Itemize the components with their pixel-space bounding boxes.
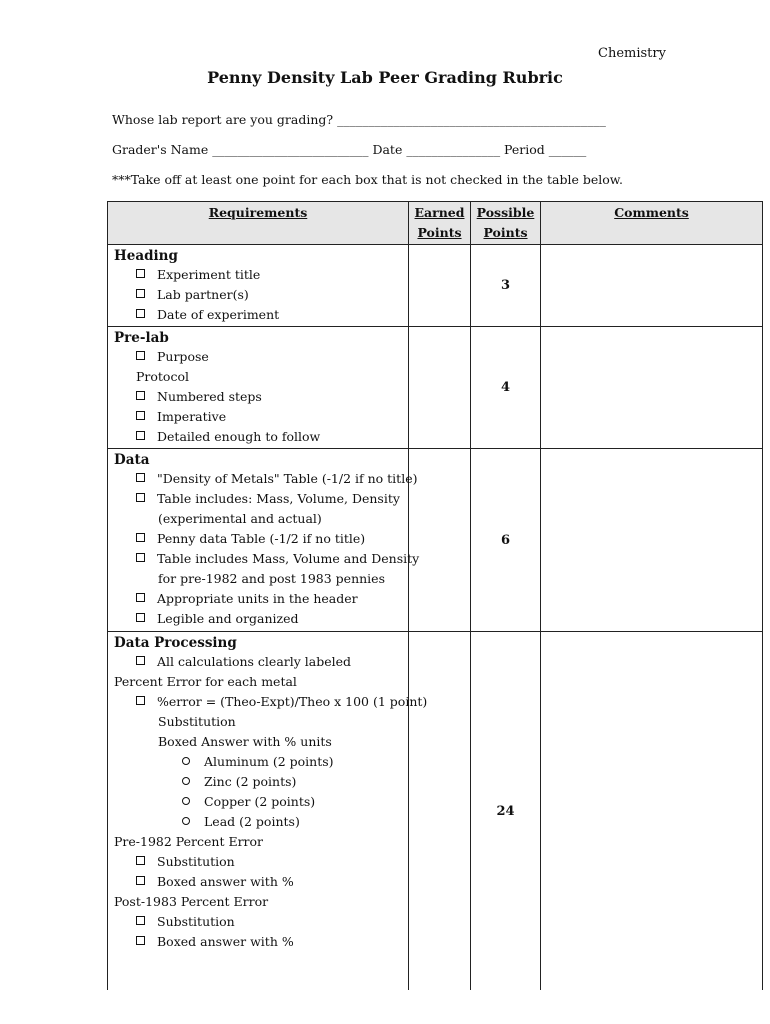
rubric-row: [108, 245, 763, 327]
rubric-row: [108, 632, 763, 991]
requirements-cell: [108, 632, 428, 991]
checkbox-icon[interactable]: [136, 613, 145, 622]
earned-points-cell[interactable]: [409, 245, 471, 327]
checkbox-icon[interactable]: [136, 411, 145, 420]
checkbox-icon[interactable]: [136, 696, 145, 705]
requirement-text: Lab partner(s): [157, 287, 249, 302]
comments-cell[interactable]: [541, 632, 763, 991]
checkbox-icon[interactable]: [136, 936, 145, 945]
requirement-text: Lead (2 points): [204, 814, 300, 829]
section-heading: Heading: [114, 248, 178, 264]
requirement-text: %error = (Theo-Expt)/Theo x 100 (1 point): [157, 694, 428, 709]
requirement-text: Aluminum (2 points): [204, 754, 334, 769]
requirement-item: [114, 932, 402, 952]
requirement-item: [114, 509, 402, 529]
possible-points-cell: 4: [471, 327, 541, 449]
rubric-table: [107, 201, 763, 990]
header-earned-points: Earned Points: [409, 202, 471, 245]
requirement-text: Substitution: [157, 854, 235, 869]
requirements-cell: [108, 327, 409, 449]
requirement-item: [114, 792, 402, 812]
requirements-cell: [108, 449, 420, 632]
possible-points-cell: 6: [471, 449, 541, 632]
requirement-item: [114, 305, 402, 325]
requirement-item: [114, 489, 402, 509]
section-heading: Pre-lab: [114, 330, 169, 346]
rubric-header-row: [108, 202, 763, 245]
circle-bullet-icon: [182, 817, 190, 825]
requirement-text: Substitution: [158, 714, 236, 729]
possible-points-cell: 24: [471, 632, 541, 991]
requirement-text: Table includes: Mass, Volume, Density: [157, 491, 400, 506]
earned-points-cell[interactable]: [409, 327, 471, 449]
whose-report-line: Whose lab report are you grading? ___________________________________________: [112, 112, 606, 127]
requirement-item: [114, 469, 418, 489]
requirement-item: [114, 912, 402, 932]
requirement-item: [114, 872, 402, 892]
requirement-item: [114, 732, 402, 752]
checkbox-icon[interactable]: [136, 493, 145, 502]
requirement-item: [114, 387, 402, 407]
requirement-text: Boxed answer with %: [157, 874, 294, 889]
requirement-text: All calculations clearly labeled: [157, 654, 352, 669]
requirement-text: Zinc (2 points): [204, 774, 297, 789]
header-requirements: Requirements: [108, 202, 409, 245]
checkbox-icon[interactable]: [136, 431, 145, 440]
section-heading: Data: [114, 452, 150, 468]
rubric-row: [108, 449, 763, 632]
checkbox-icon[interactable]: [136, 351, 145, 360]
requirement-text: Experiment title: [157, 267, 261, 282]
requirement-text: Protocol: [136, 369, 189, 384]
requirement-item: [114, 549, 420, 569]
instruction-line: ***Take off at least one point for each box that is not checked in the table below.: [112, 172, 623, 187]
requirement-text: Appropriate units in the header: [157, 591, 358, 606]
requirement-text: Penny data Table (-1/2 if no title): [157, 531, 366, 546]
checkbox-icon[interactable]: [136, 553, 145, 562]
rubric-row: [108, 327, 763, 449]
comments-cell[interactable]: [541, 245, 763, 327]
requirement-text: Purpose: [157, 349, 209, 364]
possible-points-cell: 3: [471, 245, 541, 327]
checkbox-icon[interactable]: [136, 656, 145, 665]
checkbox-icon[interactable]: [136, 533, 145, 542]
checkbox-icon[interactable]: [136, 473, 145, 482]
checkbox-icon[interactable]: [136, 309, 145, 318]
requirement-text: Table includes Mass, Volume and Density: [157, 551, 420, 566]
comments-cell[interactable]: [541, 327, 763, 449]
checkbox-icon[interactable]: [136, 391, 145, 400]
requirement-text: Detailed enough to follow: [157, 429, 321, 444]
circle-bullet-icon: [182, 777, 190, 785]
requirement-item: [114, 832, 402, 852]
requirement-text: Imperative: [157, 409, 227, 424]
requirement-item: [114, 712, 402, 732]
checkbox-icon[interactable]: [136, 289, 145, 298]
requirement-item: [114, 367, 402, 387]
requirement-text: Legible and organized: [157, 611, 299, 626]
requirements-cell: [108, 245, 409, 327]
earned-points-cell[interactable]: [409, 632, 471, 991]
checkbox-icon[interactable]: [136, 876, 145, 885]
requirement-item: [114, 609, 402, 629]
requirement-text: "Density of Metals" Table (-1/2 if no title): [157, 471, 418, 486]
requirement-text: for pre-1982 and post 1983 pennies: [158, 571, 385, 586]
requirement-item: [114, 752, 402, 772]
requirement-text: Date of experiment: [157, 307, 280, 322]
grader-info-line: Grader's Name _________________________ Date _______________ Period ______: [112, 142, 587, 157]
circle-bullet-icon: [182, 797, 190, 805]
requirement-text: Post-1983 Percent Error: [114, 894, 269, 909]
comments-cell[interactable]: [541, 449, 763, 632]
requirement-item: [114, 407, 402, 427]
requirement-item: [114, 285, 402, 305]
requirement-text: Percent Error for each metal: [114, 674, 297, 689]
requirement-item: [114, 672, 402, 692]
requirement-item: [114, 852, 402, 872]
requirement-item: [114, 892, 402, 912]
checkbox-icon[interactable]: [136, 916, 145, 925]
requirement-item: [114, 529, 402, 549]
requirement-text: Copper (2 points): [204, 794, 316, 809]
header-comments: Comments: [541, 202, 763, 245]
requirement-text: (experimental and actual): [158, 511, 322, 526]
requirement-item: [114, 347, 402, 367]
page-title: Penny Density Lab Peer Grading Rubric: [207, 68, 563, 87]
requirement-text: Boxed Answer with % units: [158, 734, 332, 749]
checkbox-icon[interactable]: [136, 856, 145, 865]
earned-points-cell[interactable]: [409, 449, 471, 632]
requirement-item: [114, 589, 402, 609]
requirement-text: Pre-1982 Percent Error: [114, 834, 264, 849]
circle-bullet-icon: [182, 757, 190, 765]
checkbox-icon[interactable]: [136, 269, 145, 278]
requirement-item: [114, 772, 402, 792]
header-possible-points: Possible Points: [471, 202, 541, 245]
requirement-item: [114, 569, 402, 589]
requirement-item: [114, 812, 402, 832]
requirement-item: [114, 427, 402, 447]
checkbox-icon[interactable]: [136, 593, 145, 602]
requirement-text: Boxed answer with %: [157, 934, 294, 949]
section-heading: Data Processing: [114, 635, 237, 651]
requirement-text: Numbered steps: [157, 389, 262, 404]
requirement-item: [114, 692, 428, 712]
requirement-item: [114, 652, 402, 672]
requirement-text: Substitution: [157, 914, 235, 929]
subject-label: Chemistry: [598, 46, 666, 61]
requirement-item: [114, 265, 402, 285]
